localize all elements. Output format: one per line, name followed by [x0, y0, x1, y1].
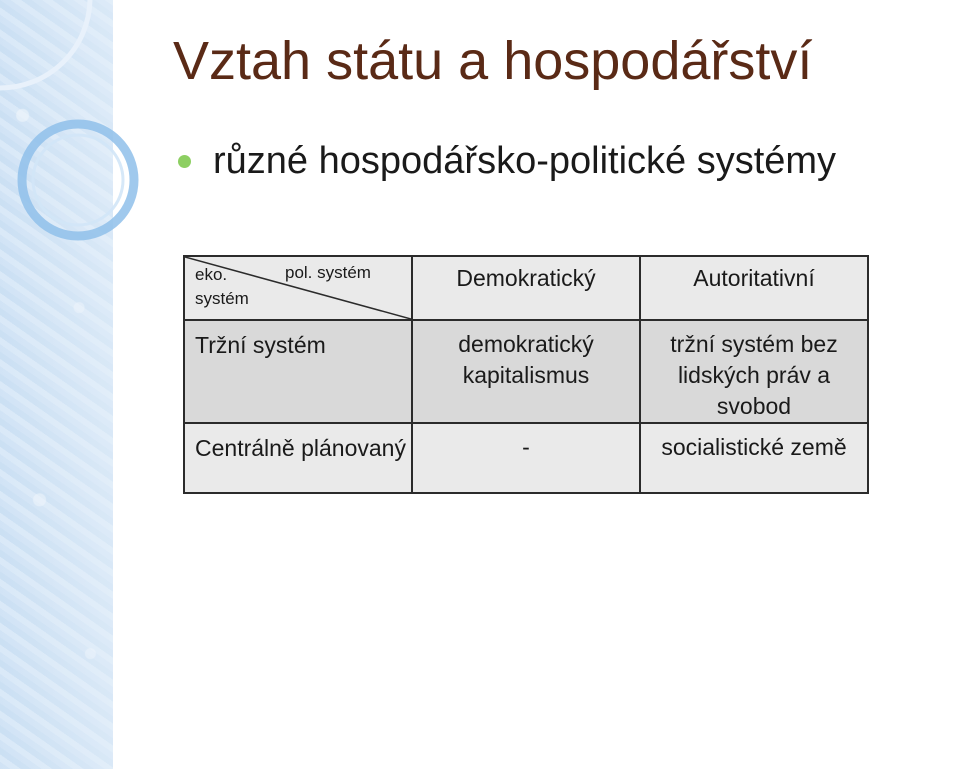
column-header-label: Autoritativní — [693, 265, 815, 291]
table-cell — [412, 320, 640, 423]
row-label: Tržní systém — [195, 332, 326, 358]
row-label-cell — [184, 320, 412, 423]
table-cell — [412, 423, 640, 493]
slide-title: Vztah státu a hospodářství — [173, 31, 813, 91]
cell-text: - — [522, 434, 530, 460]
cell-text: socialistické země — [661, 434, 847, 460]
bullet-dot-icon — [178, 155, 191, 168]
table-header-row — [184, 256, 868, 320]
cell-text: tržní systém bez lidských práv a svobod — [670, 331, 838, 419]
table-row — [184, 423, 868, 493]
row-label-cell — [184, 423, 412, 493]
column-header — [412, 256, 640, 320]
cell-text: demokratický kapitalismus — [458, 331, 594, 388]
table-cell — [640, 423, 868, 493]
row-label: Centrálně plánovaný — [195, 435, 406, 461]
systems-table — [183, 255, 869, 494]
bullet-item — [178, 140, 836, 183]
column-header-label: Demokratický — [456, 265, 596, 291]
table-corner-cell — [184, 256, 412, 320]
table-cell — [640, 320, 868, 423]
decorative-circles — [0, 0, 140, 260]
corner-left-label: eko. systém — [195, 265, 249, 308]
table-row — [184, 320, 868, 423]
bullet-text: různé hospodářsko-politické systémy — [213, 140, 837, 182]
corner-top-label: pol. systém — [285, 263, 371, 282]
column-header — [640, 256, 868, 320]
